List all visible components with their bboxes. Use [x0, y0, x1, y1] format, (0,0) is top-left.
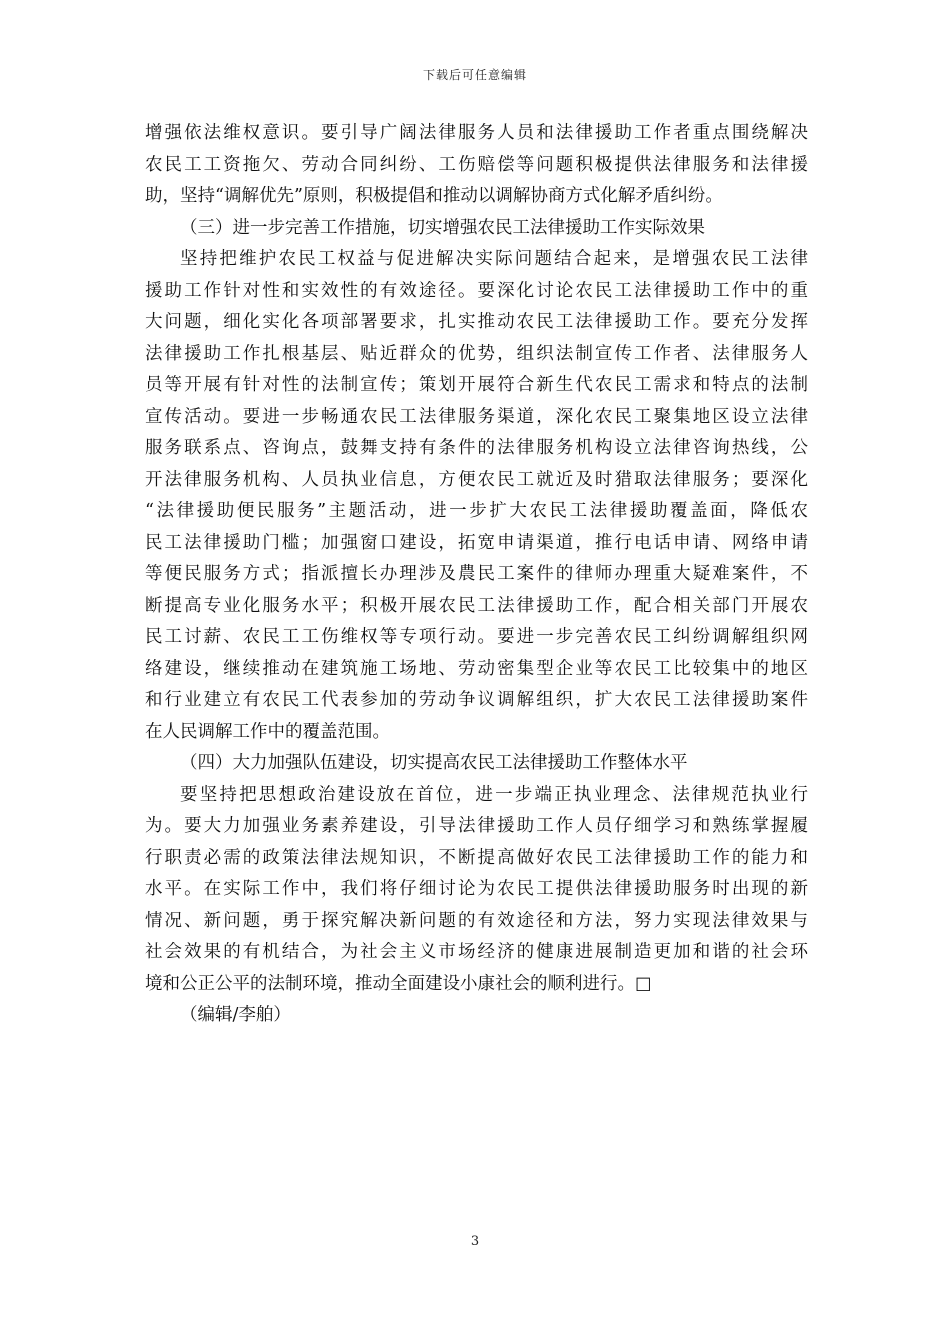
editor-credit: （编辑/李舶） — [180, 1005, 291, 1025]
text-line: 情况、新问题，勇于探究解决新问题的有效途径和方法，努力实现法律效果与 — [145, 910, 808, 931]
page-number: 3 — [470, 1234, 480, 1249]
text-line: 农民工工资拖欠、劳动合同纠纷、工伤赔偿等问题积极提供法律服务和法律援 — [145, 154, 808, 175]
text-line: 境和公正公平的法制环境，推动全面建设小康社会的顺利进行。□ — [145, 973, 652, 994]
section-heading: （四）大力加强队伍建设，切实提高农民工法律援助工作整体水平 — [180, 753, 688, 773]
text-line: 民工讨薪、农民工工伤维权等专项行动。要进一步完善农民工纠纷调解组织网 — [145, 627, 808, 647]
text-line: 增强依法维权意识。要引导广阔法律服务人员和法律援助工作者重点围绕解决 — [145, 123, 808, 143]
text-line: 助，坚持“调解优先”原则，积极提倡和推动以调解协商方式化解矛盾纠纷。 — [145, 186, 723, 206]
text-line: 和行业建立有农民工代表参加的劳动争议调解组织，扩大农民工法律援助案件 — [145, 690, 808, 710]
text-line: 法律援助工作扎根基层、贴近群众的优势，组织法制宣传工作者、法律服务人 — [145, 343, 808, 364]
text-line: 在人民调解工作中的覆盖范围。 — [145, 721, 390, 742]
text-line: 援助工作针对性和实效性的有效途径。要深化讨论农民工法律援助工作中的重 — [145, 280, 808, 301]
text-line: 坚持把维护农民工权益与促进解决实际问题结合起来，是增强农民工法律 — [180, 249, 808, 269]
document-body — [145, 118, 808, 1032]
text-line: 员等开展有针对性的法制宣传；策划开展符合新生代农民工需求和特点的法制 — [145, 375, 808, 395]
text-line: “法律援助便民服务”主题活动，进一步扩大农民工法律援助覆盖面，降低农 — [145, 501, 808, 521]
text-line: 民工法律援助门槛；加强窗口建设，拓宽申请渠道，推行电话申请、网络申请 — [145, 532, 808, 553]
text-line: 等便民服务方式；指派擅长办理涉及農民工案件的律师办理重大疑难案件，不 — [145, 564, 808, 584]
text-line: 络建设，继续推动在建筑施工场地、劳动密集型企业等农民工比较集中的地区 — [145, 658, 808, 679]
text-line: 宣传活动。要进一步畅通农民工法律服务渠道，深化农民工聚集地区设立法律 — [145, 406, 808, 427]
text-line: 服务联系点、咨询点，鼓舞支持有条件的法律服务机构设立法律咨询热线，公 — [145, 438, 808, 458]
text-line: 社会效果的有机结合，为社会主义市场经济的健康进展制造更加和谐的社会环 — [145, 942, 808, 962]
section-heading: （三）进一步完善工作措施，切实增强农民工法律援助工作实际效果 — [180, 217, 705, 238]
text-line: 开法律服务机构、人员执业信息，方便农民工就近及时猎取法律服务；要深化 — [145, 469, 808, 490]
text-line: 水平。在实际工作中，我们将仔细讨论为农民工提供法律援助服务时出现的新 — [145, 879, 808, 899]
text-line: 断提高专业化服务水平；积极开展农民工法律援助工作，配合相关部门开展农 — [145, 595, 808, 616]
text-line: 为。要大力加强业务素养建设，引导法律援助工作人员仔细学习和熟练掌握履 — [145, 816, 808, 836]
page-header: 下载后可任意编辑 — [422, 68, 527, 82]
text-line: 大问题，细化实化各项部署要求，扎实推动农民工法律援助工作。要充分发挥 — [145, 312, 808, 332]
text-line: 要坚持把思想政治建设放在首位，进一步端正执业理念、法律规范执业行 — [180, 784, 808, 805]
text-line: 行职责必需的政策法律法规知识，不断提高做好农民工法律援助工作的能力和 — [145, 847, 808, 868]
